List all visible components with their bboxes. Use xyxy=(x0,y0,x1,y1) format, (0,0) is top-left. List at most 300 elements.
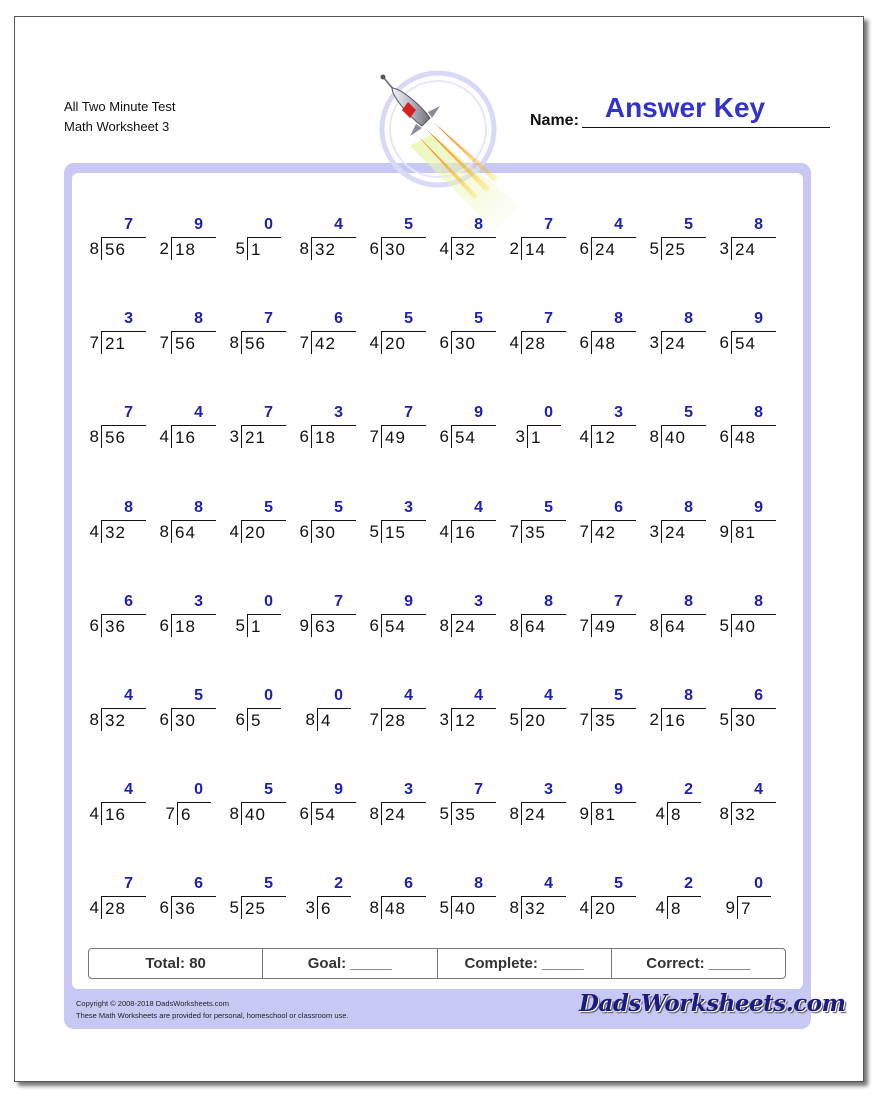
dividend: 64 xyxy=(661,614,706,637)
divisor: 8 xyxy=(509,804,519,824)
divisor: 7 xyxy=(89,333,99,353)
division-problem xyxy=(427,301,497,361)
dividend: 32 xyxy=(731,802,776,825)
division-problem xyxy=(287,584,357,644)
dividend: 49 xyxy=(381,425,426,448)
division-problem xyxy=(427,772,497,832)
dividend: 4 xyxy=(317,708,351,731)
quotient-answer: 8 xyxy=(614,310,623,328)
divisor: 5 xyxy=(369,521,379,541)
divisor: 8 xyxy=(299,239,309,258)
division-problem xyxy=(77,678,147,738)
division-problem xyxy=(217,678,287,738)
quotient-answer: 7 xyxy=(264,310,273,328)
quotient-answer: 8 xyxy=(544,592,553,610)
dividend: 54 xyxy=(311,802,356,825)
dividend: 1 xyxy=(247,614,281,637)
dividend: 32 xyxy=(101,520,146,543)
dividend: 6 xyxy=(177,802,211,825)
quotient-answer: 6 xyxy=(404,875,413,893)
quotient-answer: 6 xyxy=(194,875,203,893)
dividend: 20 xyxy=(591,896,636,919)
division-problem xyxy=(637,207,707,267)
dividend: 25 xyxy=(661,237,706,260)
divisor: 7 xyxy=(579,709,589,729)
quotient-answer: 8 xyxy=(194,498,203,516)
division-problem xyxy=(707,301,777,361)
dividend: 7 xyxy=(737,896,771,919)
dividend: 40 xyxy=(241,802,286,825)
title-line-1: All Two Minute Test xyxy=(64,99,176,114)
division-problem xyxy=(427,395,497,455)
dividend: 56 xyxy=(241,331,286,354)
divisor: 6 xyxy=(719,427,729,447)
divisor: 8 xyxy=(719,804,729,824)
dividend: 56 xyxy=(101,237,146,260)
dividend: 35 xyxy=(451,802,496,825)
dividend: 30 xyxy=(311,520,356,543)
divisor: 4 xyxy=(89,804,99,824)
division-problem xyxy=(77,866,147,926)
division-problem xyxy=(637,490,707,550)
division-problem xyxy=(217,490,287,550)
dividend: 16 xyxy=(101,802,146,825)
quotient-answer: 3 xyxy=(544,781,553,799)
divisor: 2 xyxy=(509,239,519,258)
divisor: 7 xyxy=(299,333,309,353)
division-problem xyxy=(707,866,777,926)
divisor: 9 xyxy=(299,615,309,635)
divisor: 8 xyxy=(439,615,449,635)
divisor: 4 xyxy=(439,521,449,541)
quotient-answer: 2 xyxy=(334,875,343,893)
divisor: 5 xyxy=(719,709,729,729)
dividend: 30 xyxy=(731,708,776,731)
divisor: 6 xyxy=(299,804,309,824)
dividend: 1 xyxy=(247,237,281,260)
dividend: 36 xyxy=(101,614,146,637)
dividend: 48 xyxy=(381,896,426,919)
quotient-answer: 7 xyxy=(124,404,133,422)
dividend: 40 xyxy=(661,425,706,448)
dividend: 32 xyxy=(311,237,356,260)
quotient-answer: 5 xyxy=(194,686,203,704)
dividend: 30 xyxy=(381,237,426,260)
divisor: 4 xyxy=(89,898,99,918)
quotient-answer: 4 xyxy=(124,781,133,799)
division-problem xyxy=(77,395,147,455)
division-problem xyxy=(497,678,567,738)
divisor: 8 xyxy=(229,333,239,353)
quotient-answer: 4 xyxy=(474,686,483,704)
divisor: 5 xyxy=(719,615,729,635)
division-problem xyxy=(497,301,567,361)
quotient-answer: 8 xyxy=(754,404,763,422)
dividend: 56 xyxy=(171,331,216,354)
dividend: 24 xyxy=(731,237,776,260)
dividend: 54 xyxy=(451,425,496,448)
division-problem xyxy=(567,584,637,644)
quotient-answer: 9 xyxy=(614,781,623,799)
divisor: 8 xyxy=(649,427,659,447)
divisor: 3 xyxy=(719,239,729,258)
quotient-answer: 7 xyxy=(334,592,343,610)
divisor: 4 xyxy=(159,427,169,447)
dividend: 32 xyxy=(101,708,146,731)
divisor: 8 xyxy=(89,239,99,258)
dividend: 16 xyxy=(171,425,216,448)
divisor: 4 xyxy=(509,333,519,353)
quotient-answer: 8 xyxy=(684,686,693,704)
division-problem xyxy=(77,301,147,361)
division-problem xyxy=(217,584,287,644)
division-problem xyxy=(707,490,777,550)
dividend: 42 xyxy=(591,520,636,543)
worksheet-title xyxy=(64,97,176,137)
copyright-notice xyxy=(76,998,349,1021)
quotient-answer: 7 xyxy=(614,592,623,610)
quotient-answer: 5 xyxy=(544,498,553,516)
quotient-answer: 0 xyxy=(264,216,273,233)
quotient-answer: 4 xyxy=(544,875,553,893)
quotient-answer: 0 xyxy=(194,781,203,799)
divisor: 7 xyxy=(159,333,169,353)
dividend: 64 xyxy=(521,614,566,637)
divisor: 5 xyxy=(509,709,519,729)
quotient-answer: 7 xyxy=(264,404,273,422)
rocket-icon xyxy=(370,66,540,236)
quotient-answer: 4 xyxy=(194,404,203,422)
quotient-answer: 3 xyxy=(614,404,623,422)
dadsworksheets-logo: DadsWorksheets.com xyxy=(579,990,846,1017)
divisor: 5 xyxy=(649,239,659,258)
division-problem xyxy=(567,866,637,926)
answer-key-heading: Answer Key xyxy=(604,92,766,123)
division-problem xyxy=(497,395,567,455)
divisor: 7 xyxy=(165,804,175,824)
division-problem xyxy=(357,301,427,361)
dividend: 24 xyxy=(661,520,706,543)
divisor: 6 xyxy=(369,615,379,635)
dividend: 21 xyxy=(241,425,286,448)
quotient-answer: 0 xyxy=(754,875,763,893)
divisor: 3 xyxy=(649,521,659,541)
quotient-answer: 3 xyxy=(334,404,343,422)
dividend: 24 xyxy=(661,331,706,354)
dividend: 12 xyxy=(451,708,496,731)
divisor: 6 xyxy=(159,709,169,729)
divisor: 6 xyxy=(159,615,169,635)
division-problem xyxy=(217,772,287,832)
problem-grid xyxy=(77,207,777,961)
quotient-answer: 4 xyxy=(544,686,553,704)
division-problem xyxy=(427,490,497,550)
quotient-answer: 5 xyxy=(614,875,623,893)
division-problem xyxy=(707,678,777,738)
division-problem xyxy=(357,584,427,644)
division-problem xyxy=(427,584,497,644)
dividend: 28 xyxy=(521,331,566,354)
quotient-answer: 8 xyxy=(684,592,693,610)
divisor: 4 xyxy=(439,239,449,258)
divisor: 6 xyxy=(159,898,169,918)
divisor: 3 xyxy=(649,333,659,353)
divisor: 6 xyxy=(235,709,245,729)
quotient-answer: 9 xyxy=(474,404,483,422)
quotient-answer: 4 xyxy=(334,216,343,233)
copyright-line-2: These Math Worksheets are provided for personal, homeschool or classroom use. xyxy=(76,1010,349,1020)
dividend: 25 xyxy=(241,896,286,919)
dividend: 30 xyxy=(171,708,216,731)
divisor: 4 xyxy=(655,898,665,918)
division-problem xyxy=(707,772,777,832)
dividend: 32 xyxy=(521,896,566,919)
division-problem xyxy=(147,866,217,926)
quotient-answer: 3 xyxy=(124,310,133,328)
quotient-answer: 0 xyxy=(264,592,273,610)
dividend: 36 xyxy=(171,896,216,919)
quotient-answer: 9 xyxy=(754,310,763,328)
divisor: 3 xyxy=(439,709,449,729)
division-problem xyxy=(357,395,427,455)
division-problem xyxy=(77,584,147,644)
quotient-answer: 8 xyxy=(194,310,203,328)
division-problem xyxy=(217,207,287,267)
quotient-answer: 5 xyxy=(264,498,273,516)
divisor: 6 xyxy=(579,333,589,353)
division-problem xyxy=(497,772,567,832)
division-problem xyxy=(567,772,637,832)
dividend: 81 xyxy=(731,520,776,543)
quotient-answer: 7 xyxy=(124,875,133,893)
quotient-answer: 4 xyxy=(754,781,763,799)
divisor: 7 xyxy=(579,521,589,541)
quotient-answer: 5 xyxy=(404,216,413,233)
division-problem xyxy=(147,207,217,267)
quotient-answer: 8 xyxy=(474,875,483,893)
divisor: 4 xyxy=(89,521,99,541)
dividend: 56 xyxy=(101,425,146,448)
division-problem xyxy=(287,866,357,926)
dividend: 24 xyxy=(381,802,426,825)
division-problem xyxy=(357,866,427,926)
division-problem xyxy=(567,207,637,267)
dividend: 40 xyxy=(731,614,776,637)
division-problem xyxy=(147,395,217,455)
dividend: 54 xyxy=(381,614,426,637)
division-problem xyxy=(637,584,707,644)
quotient-answer: 9 xyxy=(194,216,203,233)
divisor: 6 xyxy=(579,239,589,258)
quotient-answer: 5 xyxy=(614,686,623,704)
division-problem xyxy=(147,772,217,832)
divisor: 8 xyxy=(649,615,659,635)
title-line-2: Math Worksheet 3 xyxy=(64,119,170,134)
divisor: 6 xyxy=(439,427,449,447)
dividend: 35 xyxy=(521,520,566,543)
division-problem xyxy=(707,584,777,644)
division-problem xyxy=(287,207,357,267)
quotient-answer: 6 xyxy=(124,592,133,610)
division-problem xyxy=(217,866,287,926)
divisor: 8 xyxy=(369,804,379,824)
dividend: 48 xyxy=(591,331,636,354)
division-problem xyxy=(217,301,287,361)
divisor: 8 xyxy=(89,709,99,729)
division-problem xyxy=(77,207,147,267)
quotient-answer: 5 xyxy=(474,310,483,328)
division-problem xyxy=(707,207,777,267)
dividend: 64 xyxy=(171,520,216,543)
quotient-answer: 3 xyxy=(474,592,483,610)
quotient-answer: 0 xyxy=(544,404,553,422)
division-problem xyxy=(147,301,217,361)
divisor: 5 xyxy=(439,898,449,918)
quotient-answer: 7 xyxy=(544,216,553,233)
dividend: 28 xyxy=(381,708,426,731)
division-problem xyxy=(497,866,567,926)
quotient-answer: 4 xyxy=(614,216,623,233)
division-problem xyxy=(427,678,497,738)
dividend: 1 xyxy=(527,425,561,448)
quotient-answer: 8 xyxy=(684,498,693,516)
quotient-answer: 8 xyxy=(474,216,483,233)
division-problem xyxy=(287,490,357,550)
division-problem xyxy=(287,395,357,455)
division-problem xyxy=(707,395,777,455)
dividend: 15 xyxy=(381,520,426,543)
dividend: 40 xyxy=(451,896,496,919)
dividend: 16 xyxy=(451,520,496,543)
complete-field: Complete: _____ xyxy=(438,949,612,978)
quotient-answer: 5 xyxy=(264,875,273,893)
divisor: 8 xyxy=(305,709,315,729)
divisor: 8 xyxy=(509,898,519,918)
divisor: 6 xyxy=(299,427,309,447)
divisor: 6 xyxy=(369,239,379,258)
divisor: 4 xyxy=(579,898,589,918)
division-problem xyxy=(427,866,497,926)
quotient-answer: 4 xyxy=(404,686,413,704)
dividend: 20 xyxy=(521,708,566,731)
division-problem xyxy=(567,301,637,361)
divisor: 6 xyxy=(439,333,449,353)
quotient-answer: 9 xyxy=(754,498,763,516)
quotient-answer: 9 xyxy=(404,592,413,610)
quotient-answer: 8 xyxy=(684,310,693,328)
quotient-answer: 0 xyxy=(264,686,273,704)
division-problem xyxy=(637,395,707,455)
divisor: 7 xyxy=(369,709,379,729)
divisor: 6 xyxy=(89,615,99,635)
total-count: Total: 80 xyxy=(89,949,263,978)
division-problem xyxy=(287,301,357,361)
divisor: 7 xyxy=(509,521,519,541)
divisor: 8 xyxy=(159,521,169,541)
quotient-answer: 5 xyxy=(334,498,343,516)
divisor: 8 xyxy=(509,615,519,635)
dividend: 35 xyxy=(591,708,636,731)
quotient-answer: 5 xyxy=(404,310,413,328)
division-problem xyxy=(77,490,147,550)
divisor: 3 xyxy=(305,898,315,918)
divisor: 2 xyxy=(649,709,659,729)
divisor: 4 xyxy=(369,333,379,353)
division-problem xyxy=(217,395,287,455)
quotient-answer: 4 xyxy=(474,498,483,516)
dividend: 20 xyxy=(381,331,426,354)
quotient-answer: 0 xyxy=(334,686,343,704)
divisor: 7 xyxy=(579,615,589,635)
quotient-answer: 2 xyxy=(684,781,693,799)
name-label: Name: xyxy=(530,112,579,129)
division-problem xyxy=(497,490,567,550)
divisor: 5 xyxy=(439,804,449,824)
divisor: 5 xyxy=(235,615,245,635)
division-problem xyxy=(147,490,217,550)
division-problem xyxy=(147,584,217,644)
divisor: 3 xyxy=(515,427,525,447)
dividend: 32 xyxy=(451,237,496,260)
quotient-answer: 5 xyxy=(684,404,693,422)
division-problem xyxy=(287,678,357,738)
dividend: 20 xyxy=(241,520,286,543)
dividend: 14 xyxy=(521,237,566,260)
dividend: 18 xyxy=(171,614,216,637)
dividend: 42 xyxy=(311,331,356,354)
quotient-answer: 2 xyxy=(684,875,693,893)
dividend: 24 xyxy=(451,614,496,637)
quotient-answer: 6 xyxy=(754,686,763,704)
dividend: 16 xyxy=(661,708,706,731)
divisor: 9 xyxy=(719,521,729,541)
division-problem xyxy=(637,678,707,738)
divisor: 5 xyxy=(229,898,239,918)
divisor: 8 xyxy=(89,427,99,447)
quotient-answer: 4 xyxy=(124,686,133,704)
quotient-answer: 5 xyxy=(684,216,693,233)
dividend: 48 xyxy=(731,425,776,448)
division-problem xyxy=(147,678,217,738)
dividend: 81 xyxy=(591,802,636,825)
divisor: 6 xyxy=(299,521,309,541)
divisor: 9 xyxy=(725,898,735,918)
copyright-line-1: Copyright © 2008-2018 DadsWorksheets.com xyxy=(76,999,229,1008)
quotient-answer: 7 xyxy=(404,404,413,422)
dividend: 24 xyxy=(591,237,636,260)
divisor: 6 xyxy=(719,333,729,353)
divisor: 3 xyxy=(229,427,239,447)
division-problem xyxy=(357,678,427,738)
division-problem xyxy=(287,772,357,832)
quotient-answer: 6 xyxy=(614,498,623,516)
quotient-answer: 7 xyxy=(544,310,553,328)
divisor: 4 xyxy=(229,521,239,541)
division-problem xyxy=(77,772,147,832)
division-problem xyxy=(567,678,637,738)
dividend: 18 xyxy=(171,237,216,260)
dividend: 12 xyxy=(591,425,636,448)
dividend: 5 xyxy=(247,708,281,731)
quotient-answer: 6 xyxy=(334,310,343,328)
division-problem xyxy=(497,584,567,644)
totals-bar xyxy=(88,948,786,979)
dividend: 8 xyxy=(667,896,701,919)
quotient-answer: 8 xyxy=(124,498,133,516)
quotient-answer: 8 xyxy=(754,592,763,610)
dividend: 18 xyxy=(311,425,356,448)
quotient-answer: 9 xyxy=(334,781,343,799)
